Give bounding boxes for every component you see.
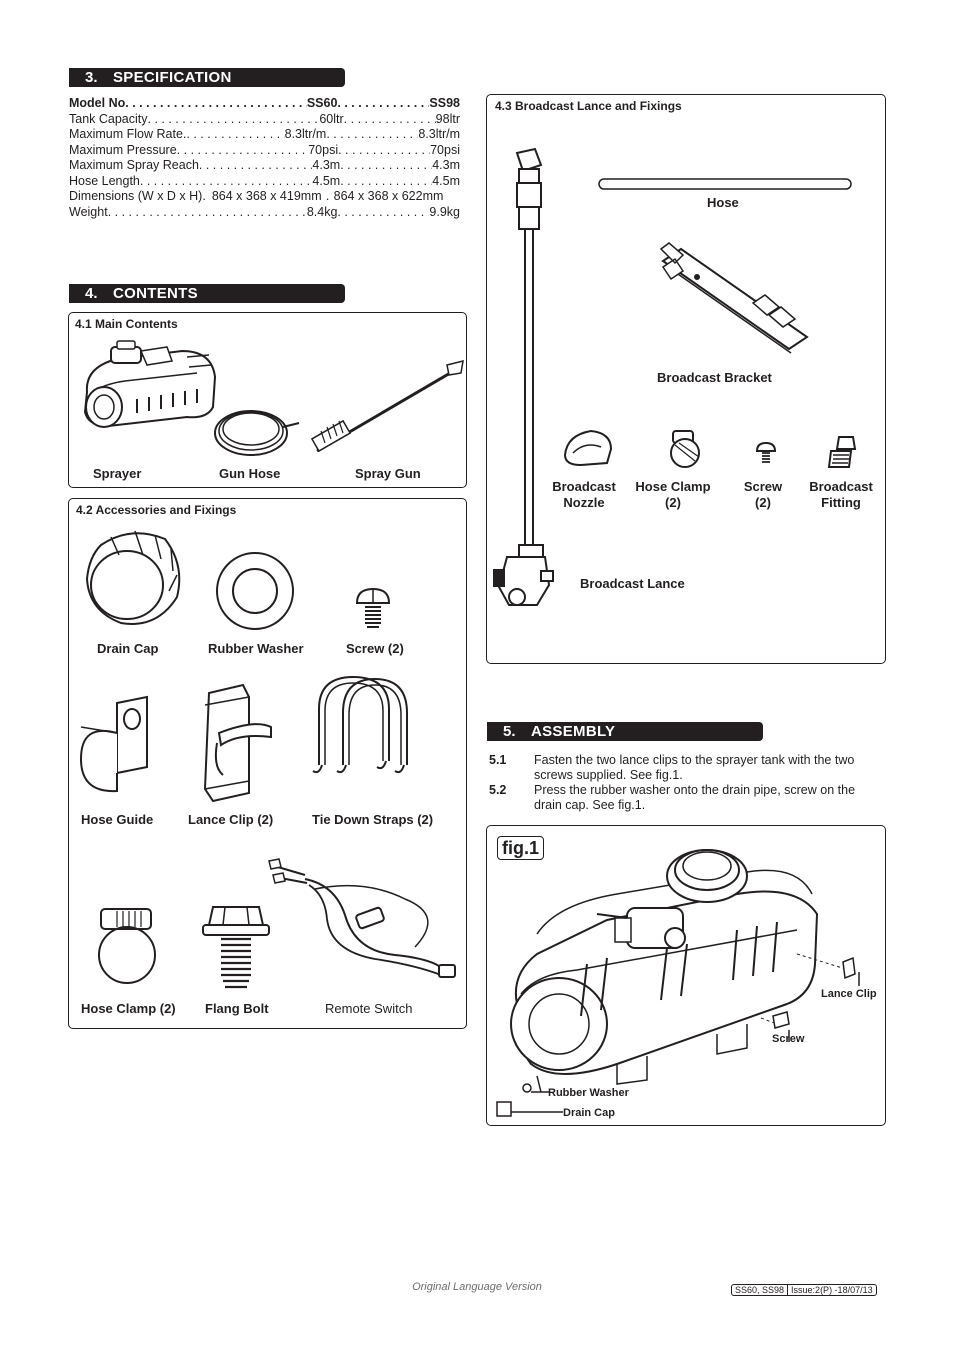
section-number: 5. — [503, 723, 516, 740]
item-label-tie-down-straps: Tie Down Straps (2) — [312, 812, 434, 827]
box-title: 4.2 Accessories and Fixings — [76, 503, 237, 517]
lance-clip-illustration — [199, 683, 281, 803]
hose-guide-illustration — [77, 693, 153, 799]
drain-cap-callout: Drain Cap — [563, 1107, 615, 1119]
hose-clamp-illustration — [87, 907, 159, 987]
language-note: Original Language Version — [412, 1281, 542, 1293]
screw-icon — [755, 441, 777, 467]
assembly-step — [489, 783, 884, 813]
section-header-assembly — [487, 722, 763, 741]
rubber-washer-illustration — [213, 549, 297, 633]
screw-label: Screw (2) — [743, 479, 783, 510]
section-number: 3. — [85, 69, 98, 86]
sprayer-illustration — [77, 337, 217, 437]
spec-row: Hose Length . . . 4.5m . . . 4.5m — [69, 174, 460, 190]
hose-clamp-label: Hose Clamp (2) — [635, 479, 711, 510]
figure-box — [486, 825, 886, 1126]
broadcast-bracket-illustration — [653, 241, 813, 357]
item-label-lance-clip: Lance Clip (2) — [188, 812, 274, 827]
nozzle-label: Broadcast Nozzle — [552, 479, 616, 510]
bracket-label: Broadcast Bracket — [657, 370, 772, 385]
section-number: 4. — [85, 285, 98, 302]
remote-switch-illustration — [265, 855, 465, 985]
spec-row: Maximum Spray Reach . . . 4.3m . . . 4.3m — [69, 158, 460, 174]
hose-clamp-illustration — [665, 429, 705, 469]
spec-row: Tank Capacity . . . 60ltr . . . 98ltr — [69, 112, 460, 128]
spec-row: Maximum Flow Rate. . . . 8.3ltr/m . . . 8.3ltr/m — [69, 127, 460, 143]
screw-callout: Screw — [772, 1033, 805, 1045]
section-header-specification — [69, 68, 345, 87]
item-label-drain-cap: Drain Cap — [97, 641, 159, 656]
spray-gun-illustration — [307, 361, 465, 461]
sprayer-assembly-illustration — [497, 834, 877, 1124]
main-contents-box — [68, 312, 467, 488]
section-title: ASSEMBLY — [531, 723, 616, 740]
broadcast-fitting-illustration — [825, 435, 859, 471]
section-title: CONTENTS — [113, 285, 198, 302]
step-number: 5.2 — [489, 783, 507, 797]
hose-label: Hose — [707, 195, 739, 210]
model-numbers: SS60, SS98 — [735, 1285, 785, 1295]
spec-row: Maximum Pressure . . . 70psi . . . 70psi — [69, 143, 460, 159]
document-reference — [731, 1284, 877, 1296]
item-label-sprayer: Sprayer — [93, 466, 142, 481]
flang-bolt-illustration — [201, 903, 271, 995]
item-label-screw: Screw (2) — [346, 641, 404, 656]
item-label-hose-guide: Hose Guide — [81, 812, 154, 827]
lance-clip-callout: Lance Clip — [821, 988, 877, 1000]
item-label-hose-clamp: Hose Clamp (2) — [81, 1001, 176, 1016]
assembly-step — [489, 753, 884, 783]
tie-down-straps-illustration — [309, 673, 419, 783]
item-label-gun-hose: Gun Hose — [219, 466, 281, 481]
item-label-remote-switch: Remote Switch — [325, 1001, 413, 1016]
step-text: Fasten the two lance clips to the sprayer tank with the two screws supplied. See fig.1. — [534, 753, 855, 782]
accessories-box — [68, 498, 467, 1029]
figure-tag: fig.1 — [497, 836, 544, 860]
issue-date: Issue:2(P) -18/07/13 — [787, 1285, 876, 1295]
item-label-rubber-washer: Rubber Washer — [208, 641, 304, 656]
screw-illustration — [353, 585, 393, 635]
section-title: SPECIFICATION — [113, 69, 232, 86]
step-number: 5.1 — [489, 753, 507, 767]
broadcast-lance-illustration — [489, 145, 569, 615]
rubber-washer-callout: Rubber Washer — [548, 1087, 629, 1099]
specification-table — [69, 96, 460, 220]
broadcast-nozzle-illustration — [561, 427, 615, 467]
lance-label: Broadcast Lance — [580, 576, 685, 591]
box-title: 4.3 Broadcast Lance and Fixings — [495, 99, 682, 113]
broadcast-box — [486, 94, 886, 664]
gun-hose-illustration — [211, 403, 301, 463]
spec-row: Weight . . . 8.4kg . . . 9.9kg — [69, 205, 460, 221]
hose-illustration — [597, 177, 853, 191]
step-text: Press the rubber washer onto the drain pipe, screw on the drain cap. See fig.1. — [534, 783, 856, 812]
section-header-contents — [69, 284, 345, 303]
fitting-label: Broadcast Fitting — [809, 479, 873, 510]
item-label-spray-gun: Spray Gun — [355, 466, 421, 481]
spec-row: Model No . . . SS60 . . . SS98 — [69, 96, 460, 112]
spec-row: Dimensions (W x D x H). 864 x 368 x 419mm . 864 x 368 x 622mm — [69, 189, 444, 203]
drain-cap-illustration — [81, 525, 187, 631]
item-label-flang-bolt: Flang Bolt — [205, 1001, 269, 1016]
box-title: 4.1 Main Contents — [75, 317, 178, 331]
